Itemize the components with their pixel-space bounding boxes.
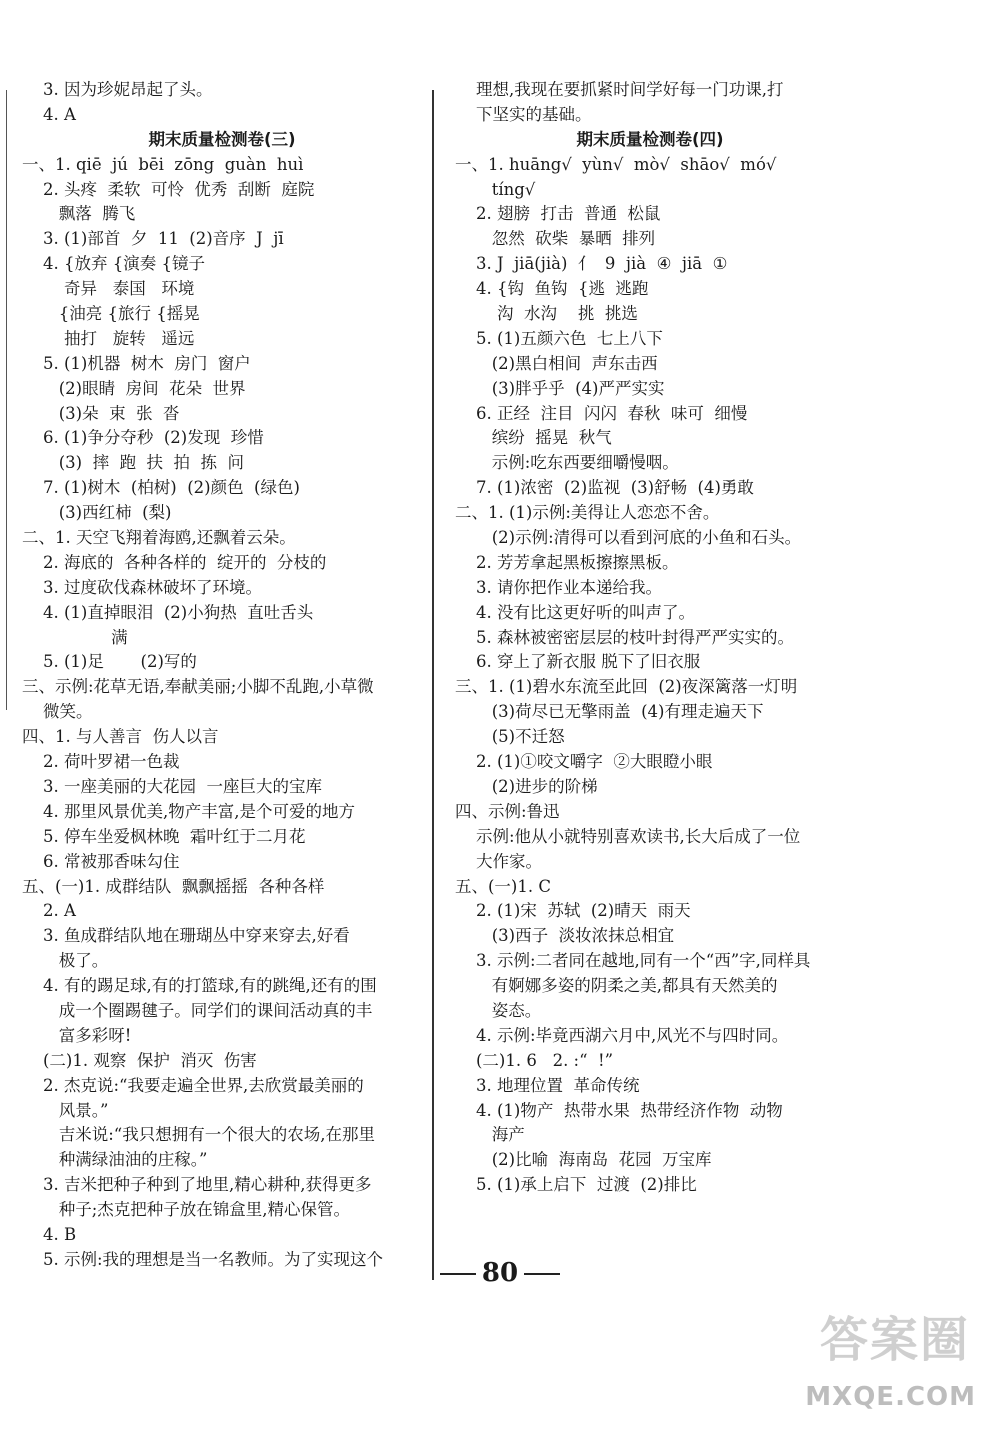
answer-line: 3. 过度砍伐森林破坏了环境。	[22, 577, 262, 597]
answer-line: 6. 正经 注目 闪闪 春秋 味可 细慢	[455, 403, 748, 423]
answer-line: 6. 常被那香味勾住	[22, 851, 180, 871]
answer-line: 飘落 腾飞	[22, 204, 136, 224]
right-answer-column	[455, 78, 845, 1198]
answer-line: (5)不迁怒	[455, 727, 565, 747]
answer-line: (3)胖乎乎 (4)严严实实	[455, 378, 665, 398]
page-number	[0, 1258, 1000, 1288]
answer-line: 一、1. qiē jú bēi zōng guàn huì	[22, 154, 304, 174]
page-number-dash-right	[524, 1273, 560, 1275]
page-number-dash-left	[440, 1273, 476, 1275]
answer-line: 4. A	[22, 104, 76, 124]
answer-line: 3. 一座美丽的大花园 一座巨大的宝库	[22, 776, 322, 796]
answer-line: 下坚实的基础。	[455, 104, 592, 124]
answer-line: (2)进步的阶梯	[455, 776, 598, 796]
answer-line: 4. {放弃 {演奏 {镜子	[22, 254, 205, 274]
answer-line: 三、1. (1)碧水东流至此回 (2)夜深篱落一灯明	[455, 677, 798, 697]
answer-line: (3)荷尽已无擎雨盖 (4)有理走遍天下	[455, 702, 764, 722]
answer-line: 理想,我现在要抓紧时间学好每一门功课,打	[455, 80, 784, 99]
answer-line: 三、示例:花草无语,奉献美丽;小脚不乱跑,小草微	[22, 677, 374, 697]
answer-line: 缤纷 摇晃 秋气	[455, 428, 612, 448]
answer-line: 四、1. 与人善言 伤人以言	[22, 727, 219, 747]
answer-line: 5. (1)五颜六色 七上八下	[455, 328, 663, 348]
answer-line: 种满绿油油的庄稼。”	[22, 1150, 208, 1170]
answer-line: 4. (1)物产 热带水果 热带经济作物 动物	[455, 1100, 783, 1120]
answer-line: 有婀娜多姿的阴柔之美,都具有天然美的	[455, 976, 778, 996]
answer-line: 4. 没有比这更好听的叫声了。	[455, 602, 695, 622]
answer-line: 2. 头疼 柔软 可怜 优秀 刮断 庭院	[22, 179, 315, 199]
column-divider	[432, 90, 434, 1280]
answer-line: 吉米说:“我只想拥有一个很大的农场,在那里	[22, 1125, 375, 1145]
answer-line: 2. 芳芳拿起黑板擦擦黑板。	[455, 552, 679, 572]
answer-line: 6. (1)争分夺秒 (2)发现 珍惜	[22, 428, 264, 448]
answer-line: 抽打 旋转 遥远	[22, 328, 195, 348]
answer-line: 忽然 砍柴 暴晒 排列	[455, 229, 656, 249]
answer-line: 二、1. (1)示例:美得让人恋恋不舍。	[455, 503, 720, 523]
answer-line: 2. A	[22, 901, 76, 921]
answer-line: 5. 停车坐爱枫林晚 霜叶红于二月花	[22, 826, 306, 846]
left-answer-column	[22, 78, 422, 1273]
answer-line: 2. 杰克说:“我要走遍全世界,去欣赏最美丽的	[22, 1075, 364, 1095]
answer-line: 3. (1)部首 夕 11 (2)音序 J jī	[22, 229, 284, 249]
answer-line: (3)朵 束 张 沓	[22, 403, 180, 423]
answer-line: {油亮 {旅行 {摇晃	[22, 304, 200, 324]
answer-line: (3) 摔 跑 扶 拍 拣 问	[22, 453, 245, 473]
answer-line: 6. 穿上了新衣服 脱下了旧衣服	[455, 652, 701, 672]
answer-line: 风景。”	[22, 1100, 109, 1120]
answer-line: 2. 海底的 各种各样的 绽开的 分枝的	[22, 552, 327, 572]
answer-line: 五、(一)1. C	[455, 876, 551, 896]
answer-line: 5. (1)足 (2)写的	[22, 652, 197, 672]
answer-line: 满	[22, 627, 128, 647]
answer-line: 示例:他从小就特别喜欢读书,长大后成了一位	[455, 826, 801, 846]
watermark-site: MXQE.COM	[805, 1382, 976, 1412]
answer-line: (3)西子 淡妆浓抹总相宜	[455, 926, 675, 946]
answer-line: 2. 翅膀 打击 普通 松鼠	[455, 204, 661, 224]
section-title: 期末质量检测卷(三)	[148, 129, 296, 149]
answer-line: 2. (1)①咬文嚼字 ②大眼瞪小眼	[455, 752, 713, 772]
answer-line: 二、1. 天空飞翔着海鸥,还飘着云朵。	[22, 528, 296, 548]
answer-line: (二)1. 观察 保护 消灭 伤害	[22, 1050, 257, 1070]
answer-line: 姿态。	[455, 1000, 542, 1020]
answer-line: 7. (1)树木 (柏树) (2)颜色 (绿色)	[22, 478, 300, 498]
answer-line: 极了。	[22, 951, 109, 971]
answer-line: (3)西红柿 (梨)	[22, 503, 172, 523]
answer-line: 2. 荷叶罗裙一色裁	[22, 752, 180, 772]
answer-line: 示例:吃东西要细嚼慢咽。	[455, 453, 679, 473]
answer-line: 3. J jiā(jià) 亻 9 jià ④ jiā ①	[455, 254, 728, 274]
answer-line: 3. 因为珍妮昂起了头。	[22, 80, 213, 99]
answer-line: 5. (1)机器 树木 房门 窗户	[22, 353, 251, 373]
answer-line: 4. B	[22, 1224, 77, 1244]
answer-line: 沟 水沟 挑 挑选	[455, 304, 638, 324]
answer-line: 4. (1)直掉眼泪 (2)小狗热 直吐舌头	[22, 602, 314, 622]
answer-line: 种子;杰克把种子放在锦盒里,精心保管。	[22, 1200, 351, 1220]
watermark-chinese: 答案圈	[819, 1312, 970, 1368]
answer-line: 3. 鱼成群结队地在珊瑚丛中穿来穿去,好看	[22, 926, 350, 946]
answer-line: 3. 请你把作业本递给我。	[455, 577, 662, 597]
page-number-value: 80	[481, 1258, 519, 1288]
answer-line: 3. 示例:二者同在越地,同有一个“西”字,同样具	[455, 951, 811, 971]
answer-line: (2)眼睛 房间 花朵 世界	[22, 378, 246, 398]
answer-line: 3. 地理位置 革命传统	[455, 1075, 640, 1095]
answer-line: (二)1. 6 2. :“ !”	[455, 1050, 614, 1070]
answer-line: 4. 有的踢足球,有的打篮球,有的跳绳,还有的围	[22, 976, 377, 996]
answer-line: 5. 示例:我的理想是当一名教师。为了实现这个	[22, 1249, 384, 1269]
answer-line: 成一个圈踢毽子。同学们的课间活动真的丰	[22, 1000, 373, 1020]
answer-line: 大作家。	[455, 851, 542, 871]
answer-line: 海产	[455, 1125, 525, 1145]
page-edge-line	[6, 90, 7, 710]
answer-line: 奇异 泰国 环境	[22, 279, 195, 299]
answer-line: 富多彩呀!	[22, 1025, 132, 1045]
answer-line: (2)黑白相间 声东击西	[455, 353, 658, 373]
answer-line: 5. 森林被密密层层的枝叶封得严严实实的。	[455, 627, 794, 647]
answer-line: tíng√	[455, 179, 536, 199]
answer-line: (2)比喻 海南岛 花园 万宝库	[455, 1150, 712, 1170]
section-title: 期末质量检测卷(四)	[576, 129, 724, 149]
answer-line: 微笑。	[22, 702, 93, 722]
answer-line: 7. (1)浓密 (2)监视 (3)舒畅 (4)勇敢	[455, 478, 754, 498]
answer-line: 4. 示例:毕竟西湖六月中,风光不与四时同。	[455, 1025, 789, 1045]
answer-line: 四、示例:鲁迅	[455, 801, 560, 821]
answer-line: 5. (1)承上启下 过渡 (2)排比	[455, 1175, 697, 1195]
answer-line: 4. {钩 鱼钩 {逃 逃跑	[455, 279, 649, 299]
answer-line: 2. (1)宋 苏轼 (2)晴天 雨天	[455, 901, 691, 921]
answer-line: (2)示例:清得可以看到河底的小鱼和石头。	[455, 528, 802, 548]
answer-line: 一、1. huāng√ yùn√ mò√ shāo√ mó√	[455, 154, 777, 174]
answer-line: 4. 那里风景优美,物产丰富,是个可爱的地方	[22, 801, 355, 821]
answer-line: 3. 吉米把种子种到了地里,精心耕种,获得更多	[22, 1175, 372, 1195]
answer-line: 五、(一)1. 成群结队 飘飘摇摇 各种各样	[22, 876, 325, 896]
